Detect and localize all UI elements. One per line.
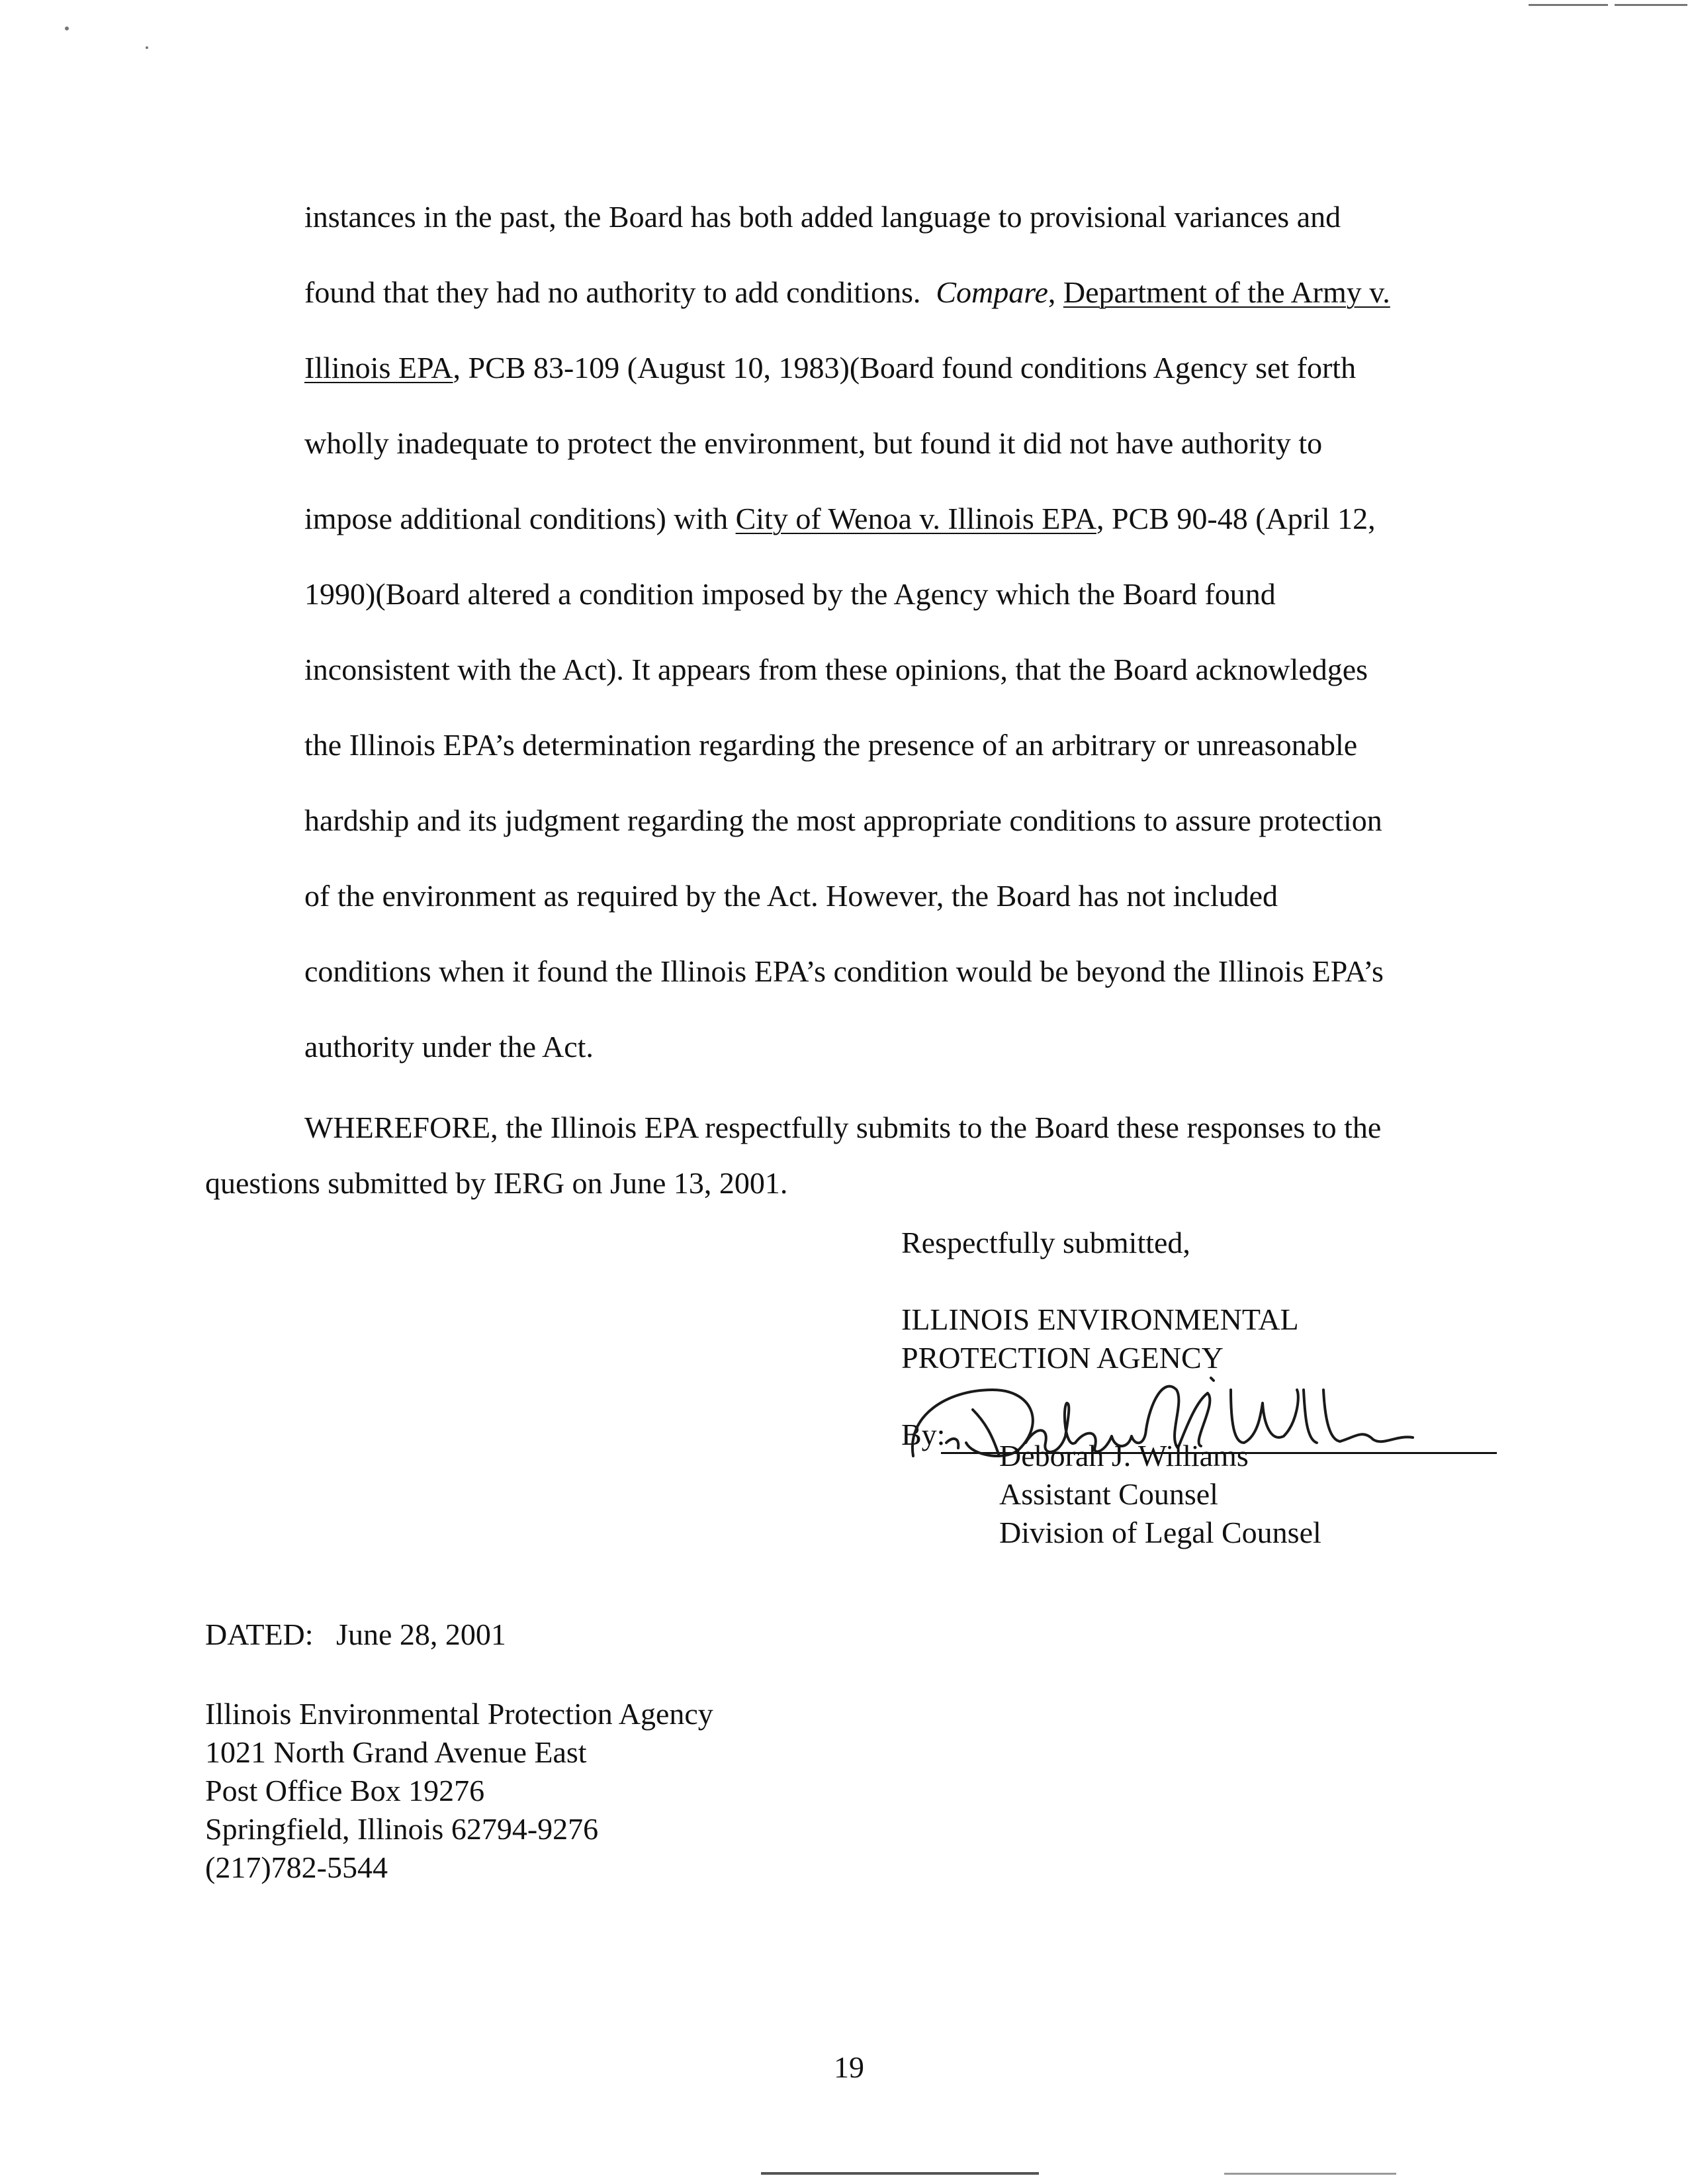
agency-name-line2: PROTECTION AGENCY [901,1341,1224,1375]
paragraph-line: conditions when it found the Illinois EPA’s condition would be beyond the Illinois EPA’s [304,954,1384,988]
paragraph-line: the Illinois EPA’s determination regarding the presence of an arbitrary or unreasonable [304,728,1358,762]
page-number: 19 [834,2050,864,2084]
dated-label: DATED: [205,1617,314,1651]
wherefore-line: questions submitted by IERG on June 13, 2001. [205,1166,788,1200]
dated-value: June 28, 2001 [336,1617,506,1651]
signer-name: Deborah J. Williams [999,1439,1249,1473]
scan-artifact [1615,4,1687,6]
paragraph-text: impose additional conditions) with [304,502,729,535]
scan-artifact [65,26,69,30]
compare-word: Compare [936,275,1048,309]
paragraph-text: , PCB 83-109 (August 10, 1983)(Board found conditions Agency set forth [453,351,1357,385]
paragraph-line [304,349,1356,387]
paragraph-line: hardship and its judgment regarding the most appropriate conditions to assure protection [304,803,1382,837]
signer-title: Assistant Counsel [999,1477,1218,1511]
paragraph-line: instances in the past, the Board has both added language to provisional variances and [304,200,1341,234]
address-line: 1021 North Grand Avenue East [205,1735,587,1769]
scan-artifact [1529,4,1608,6]
wherefore-line: WHEREFORE, the Illinois EPA respectfully submits to the Board these responses to the [304,1111,1382,1144]
paragraph-text: found that they had no authority to add conditions. [304,275,921,309]
case-citation-army-cont: Illinois EPA [304,351,453,385]
scan-artifact [761,2172,1039,2175]
case-citation-army: Department of the Army v. [1063,275,1390,309]
paragraph-line: authority under the Act. [304,1030,594,1064]
paragraph-line: of the environment as required by the Act. However, the Board has not included [304,879,1278,913]
paragraph-line: found that they had no authority to add conditions. Compare, Department of the Army v. [304,275,1390,309]
agency-name-line1: ILLINOIS ENVIRONMENTAL [901,1302,1299,1336]
address-line: Springfield, Illinois 62794-9276 [205,1812,599,1846]
paragraph-line [304,500,1376,537]
paragraph-text: , PCB 90-48 (April 12, [1096,502,1376,535]
closing: Respectfully submitted, [901,1226,1190,1259]
phone-number: (217)782-5544 [205,1850,388,1884]
signer-division: Division of Legal Counsel [999,1516,1321,1549]
scan-artifact [1224,2173,1396,2175]
scan-artifact [146,46,148,49]
paragraph-line: inconsistent with the Act). It appears from these opinions, that the Board acknowledges [304,653,1368,686]
paragraph-line: wholly inadequate to protect the environment, but found it did not have authority to [304,426,1323,460]
case-citation-wenoa: City of Wenoa v. Illinois EPA [735,502,1096,535]
by-label: By: [901,1418,946,1451]
dated-line [205,1616,506,1653]
address-line: Illinois Environmental Protection Agency [205,1697,713,1731]
paragraph-line: 1990)(Board altered a condition imposed by the Agency which the Board found [304,577,1276,611]
address-line: Post Office Box 19276 [205,1774,485,1807]
